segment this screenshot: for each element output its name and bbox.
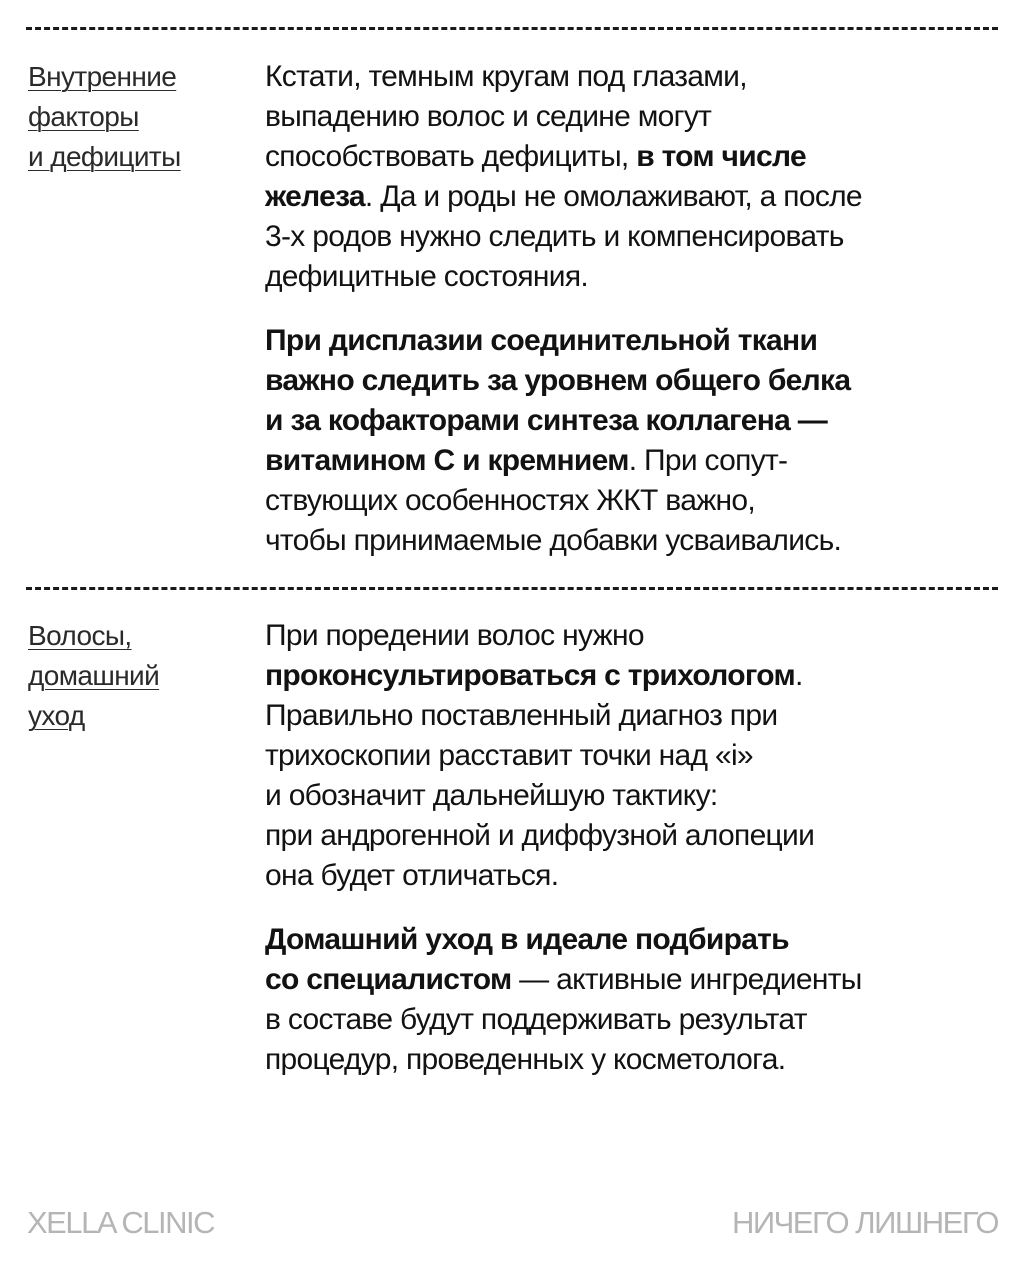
text-line: 3-х родов нужно следить и компенсировать	[265, 220, 844, 253]
bold-emphasis: проконсультироваться с трихологом	[265, 659, 795, 692]
bold-emphasis: и за кофакторами синтеза коллагена —	[265, 404, 828, 437]
text-line: ствующих особенностях ЖКТ важно,	[265, 484, 756, 517]
text-line: проконсультироваться с трихологом.	[265, 659, 803, 692]
text-line	[265, 321, 1005, 361]
text-line: и обозначит дальнейшую тактику:	[265, 779, 718, 812]
section-label-internal-factors	[28, 57, 233, 177]
text-line: Правильно поставленный диагноз при	[265, 699, 778, 732]
paragraph-trichologist	[265, 616, 1005, 896]
footer-slogan: НИЧЕГО ЛИШНЕГО	[731, 1205, 998, 1240]
bold-emphasis: важно следить за уровнем общего белка	[265, 364, 851, 397]
text-line	[265, 401, 1005, 441]
text-line	[265, 920, 1005, 960]
bold-emphasis: железа	[265, 180, 365, 213]
text-line: витамином С и кремнием. При сопут-	[265, 444, 788, 477]
text-line: способствовать дефициты, в том числе	[265, 140, 806, 173]
section-label-line: домашний	[28, 660, 160, 691]
text-line: железа. Да и роды не омолаживают, а после	[265, 180, 862, 213]
bold-emphasis: в том числе	[636, 140, 806, 173]
text-line: процедур, проведенных у косметолога.	[265, 1043, 786, 1076]
section-label-line: Внутренние	[28, 61, 177, 92]
bold-emphasis: витамином С и кремнием	[265, 444, 629, 477]
text-line: трихоскопии расставит точки над «i»	[265, 739, 753, 772]
section-label-line: факторы	[28, 101, 139, 132]
section-label-line: и дефициты	[28, 141, 181, 172]
section-label-hair-home-care	[28, 616, 233, 736]
bold-emphasis: со специалистом	[265, 963, 512, 996]
text-line: дефицитные состояния.	[265, 260, 589, 293]
section-divider-middle	[26, 587, 998, 590]
text-line: в составе будут поддерживать результат	[265, 1003, 807, 1036]
text-line: чтобы принимаемые добавки усваивались.	[265, 524, 842, 557]
section-label-line: Волосы,	[28, 620, 132, 651]
text-line: Кстати, темным кругам под глазами,	[265, 60, 747, 93]
bold-emphasis: Домашний уход в идеале подбирать	[265, 923, 789, 956]
text-line: она будет отличаться.	[265, 859, 559, 892]
section-label-line: уход	[28, 700, 85, 731]
text-line: При поредении волос нужно	[265, 619, 644, 652]
paragraph-deficits	[265, 57, 1005, 297]
text-line: со специалистом — активные ингредиенты	[265, 963, 862, 996]
footer-brand: XELLA CLINIC	[27, 1205, 215, 1240]
bold-emphasis: При дисплазии соединительной ткани	[265, 324, 818, 357]
section-divider-top	[26, 27, 998, 30]
text-line	[265, 361, 1005, 401]
text-line: выпадению волос и седине могут	[265, 100, 712, 133]
text-line: при андрогенной и диффузной алопеции	[265, 819, 815, 852]
paragraph-dysplasia	[265, 321, 1005, 561]
paragraph-home-care	[265, 920, 1005, 1080]
